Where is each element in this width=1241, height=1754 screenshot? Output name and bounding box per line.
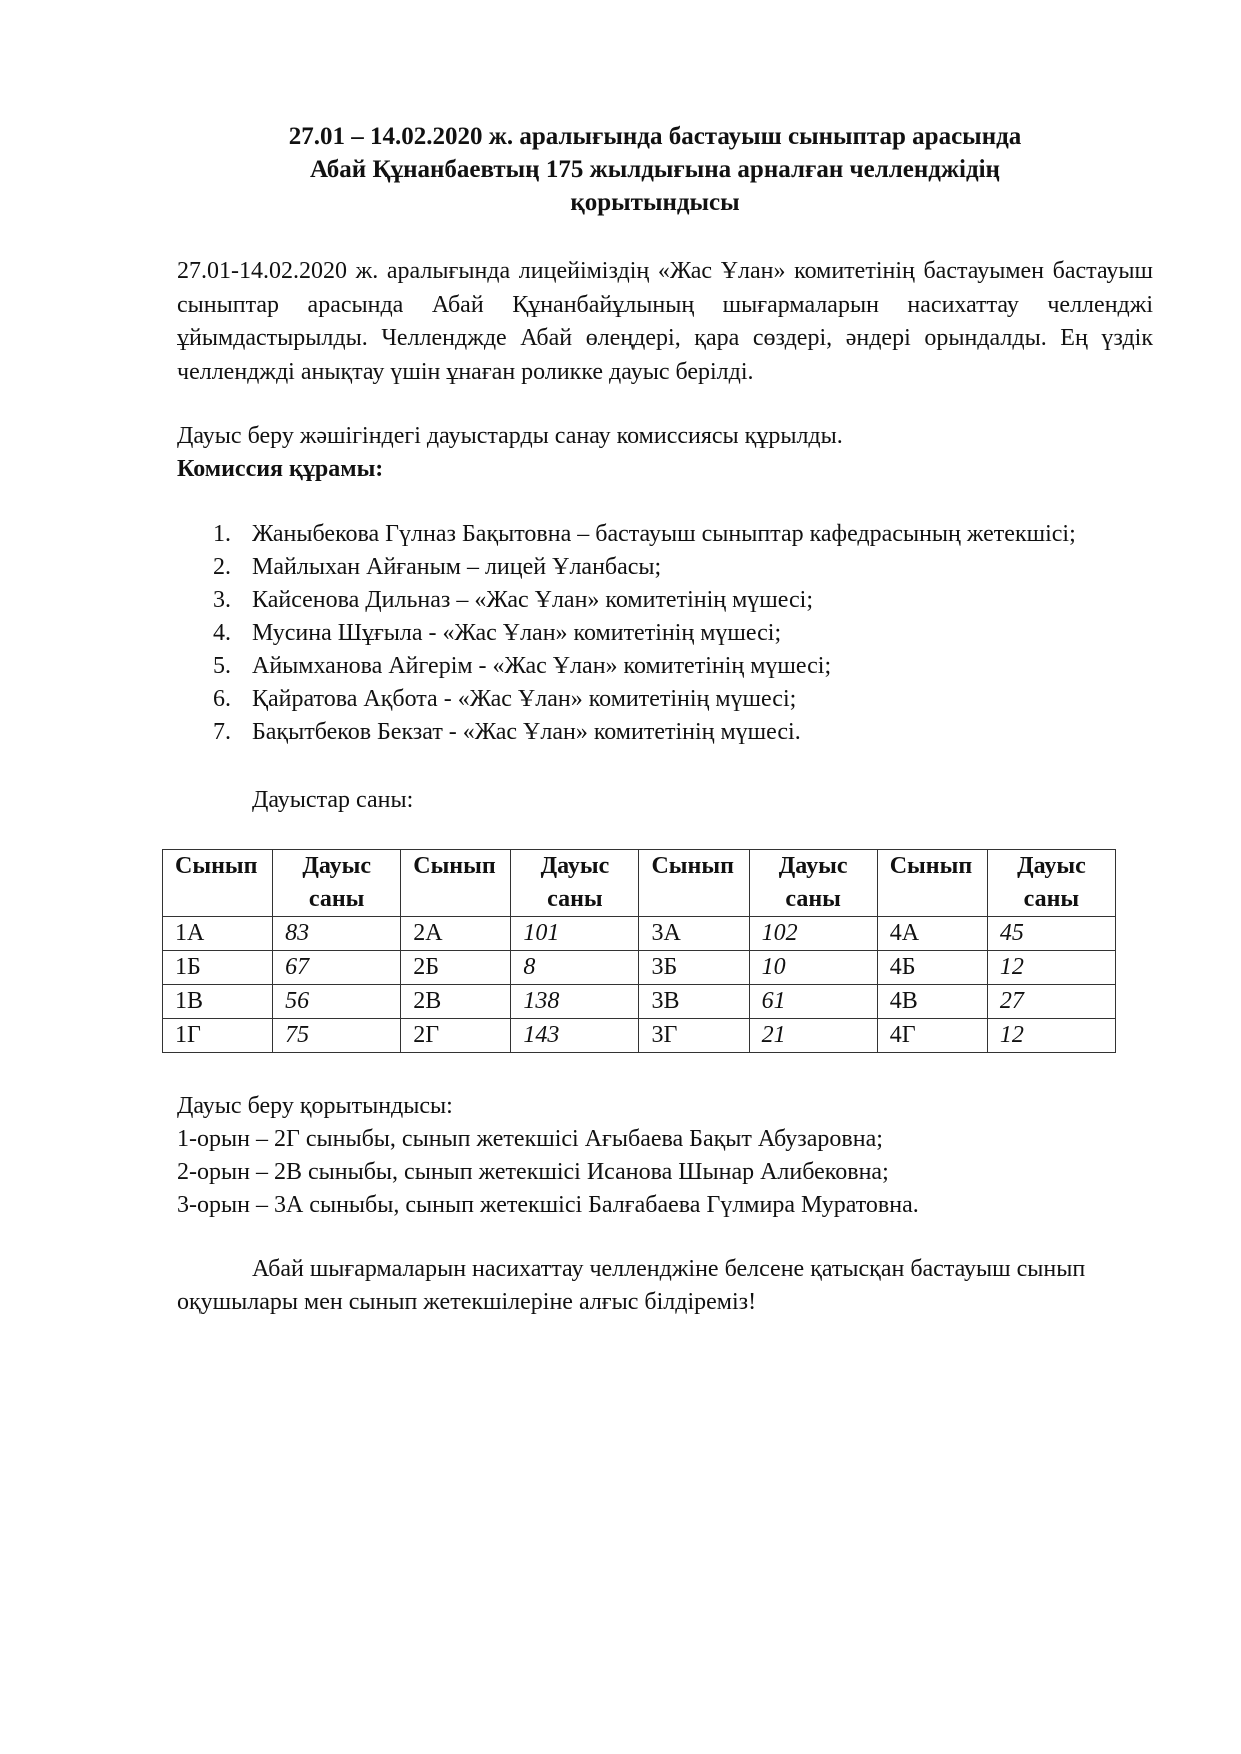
class-cell: 3А <box>639 917 749 951</box>
votes-cell: 67 <box>273 951 401 985</box>
class-cell: 2Г <box>401 1019 511 1053</box>
column-header-votes: Дауыс саны <box>273 850 401 917</box>
table-header-row <box>163 850 1116 917</box>
commission-member: 1. Жаныбекова Гүлназ Бақытовна – бастауыш сыныптар кафедрасының жетекшісі; <box>213 521 1076 547</box>
title-line-3: қорытындысы <box>570 189 740 216</box>
votes-cell: 102 <box>749 917 877 951</box>
commission-member-text: Жаныбекова Гүлназ Бақытовна – бастауыш сыныптар кафедрасының жетекшісі; <box>252 521 1076 547</box>
commission-member: 4. Мусина Шұғыла - «Жас Ұлан» комитетінің мүшесі; <box>213 620 782 646</box>
commission-member: 6. Қайратова Ақбота - «Жас Ұлан» комитетінің мүшесі; <box>213 686 797 712</box>
votes-cell: 12 <box>987 1019 1115 1053</box>
votes-cell: 56 <box>273 985 401 1019</box>
closing-text: Абай шығармаларын насихаттау челленджіне белсене қатысқан бастауыш сынып оқушылары мен сынып жетекшілеріне алғыс білдіреміз! <box>177 1256 1086 1315</box>
class-cell: 4В <box>877 985 987 1019</box>
class-cell: 1Г <box>163 1019 273 1053</box>
votes-cell: 27 <box>987 985 1115 1019</box>
votes-cell: 61 <box>749 985 877 1019</box>
class-cell: 1В <box>163 985 273 1019</box>
votes-cell: 83 <box>273 917 401 951</box>
result-line: 2-орын – 2В сыныбы, сынып жетекшісі Исанова Шынар Алибековна; <box>177 1159 889 1185</box>
votes-cell: 8 <box>511 951 639 985</box>
votes-cell: 12 <box>987 951 1115 985</box>
class-cell: 4А <box>877 917 987 951</box>
column-header-class: Сынып <box>401 850 511 917</box>
commission-member: 7. Бақытбеков Бекзат - «Жас Ұлан» комитетінің мүшесі. <box>213 719 801 745</box>
commission-member-text: Мусина Шұғыла - «Жас Ұлан» комитетінің мүшесі; <box>252 620 782 646</box>
commission-member-text: Айымханова Айгерім - «Жас Ұлан» комитетінің мүшесі; <box>252 653 832 679</box>
column-header-class: Сынып <box>639 850 749 917</box>
document-title <box>180 120 1130 219</box>
class-cell: 3В <box>639 985 749 1019</box>
votes-table <box>162 849 1116 1053</box>
commission-list <box>177 518 1137 749</box>
table-row <box>163 1019 1116 1053</box>
closing-paragraph <box>177 1253 1137 1319</box>
title-line-1: 27.01 – 14.02.2020 ж. аралығында бастауыш сыныптар арасында <box>288 123 1022 150</box>
table-row <box>163 951 1116 985</box>
votes-cell: 101 <box>511 917 639 951</box>
class-cell: 2А <box>401 917 511 951</box>
column-header-votes: Дауыс саны <box>987 850 1115 917</box>
votes-count-label: Дауыстар саны: <box>252 787 414 813</box>
column-header-class: Сынып <box>163 850 273 917</box>
commission-formed-line: Дауыс беру жәшігіндегі дауыстарды санау комиссиясы құрылды. <box>177 423 843 449</box>
votes-cell: 75 <box>273 1019 401 1053</box>
class-cell: 2Б <box>401 951 511 985</box>
commission-member-text: Кайсенова Дильназ – «Жас Ұлан» комитетінің мүшесі; <box>252 587 813 613</box>
title-line-2: Абай Құнанбаевтың 175 жылдығына арналған челленджідің <box>310 156 1000 183</box>
commission-member-text: Бақытбеков Бекзат - «Жас Ұлан» комитетінің мүшесі. <box>252 719 801 745</box>
column-header-votes: Дауыс саны <box>511 850 639 917</box>
class-cell: 2В <box>401 985 511 1019</box>
column-header-votes: Дауыс саны <box>749 850 877 917</box>
class-cell: 1Б <box>163 951 273 985</box>
votes-cell: 10 <box>749 951 877 985</box>
column-header-class: Сынып <box>877 850 987 917</box>
class-cell: 3Б <box>639 951 749 985</box>
class-cell: 4Г <box>877 1019 987 1053</box>
class-cell: 1А <box>163 917 273 951</box>
commission-member: 2. Майлыхан Айғаным – лицей Ұланбасы; <box>213 554 662 580</box>
voting-results <box>177 1090 919 1222</box>
votes-cell: 45 <box>987 917 1115 951</box>
commission-member: 3. Кайсенова Дильназ – «Жас Ұлан» комитетінің мүшесі; <box>213 587 813 613</box>
table-row <box>163 917 1116 951</box>
commission-member-text: Қайратова Ақбота - «Жас Ұлан» комитетінің мүшесі; <box>252 686 797 712</box>
votes-cell: 21 <box>749 1019 877 1053</box>
results-heading: Дауыс беру қорытындысы: <box>177 1093 453 1119</box>
commission-member-text: Майлыхан Айғаным – лицей Ұланбасы; <box>252 554 662 580</box>
commission-member: 5. Айымханова Айгерім - «Жас Ұлан» комитетінің мүшесі; <box>213 653 832 679</box>
votes-cell: 143 <box>511 1019 639 1053</box>
votes-cell: 138 <box>511 985 639 1019</box>
result-line: 3-орын – 3А сыныбы, сынып жетекшісі Балғабаева Гүлмира Муратовна. <box>177 1192 919 1218</box>
commission-heading: Комиссия құрамы: <box>177 456 384 482</box>
class-cell: 4Б <box>877 951 987 985</box>
intro-paragraph: 27.01-14.02.2020 ж. аралығында лицейіміздің «Жас Ұлан» комитетінің бастауымен бастауыш сыныптар арасында Абай Құнанбайұлының шығармаларын насихаттау челленджі ұйымдастырылды. Челленджде Абай өлеңдері, қара сөздері, әндері орындалды. Ең үздік челленджді анықтау үшін ұнаған роликке дауыс берілді. <box>177 258 1153 385</box>
result-line: 1-орын – 2Г сыныбы, сынып жетекшісі Ағыбаева Бақыт Абузаровна; <box>177 1126 883 1152</box>
table-row <box>163 985 1116 1019</box>
class-cell: 3Г <box>639 1019 749 1053</box>
